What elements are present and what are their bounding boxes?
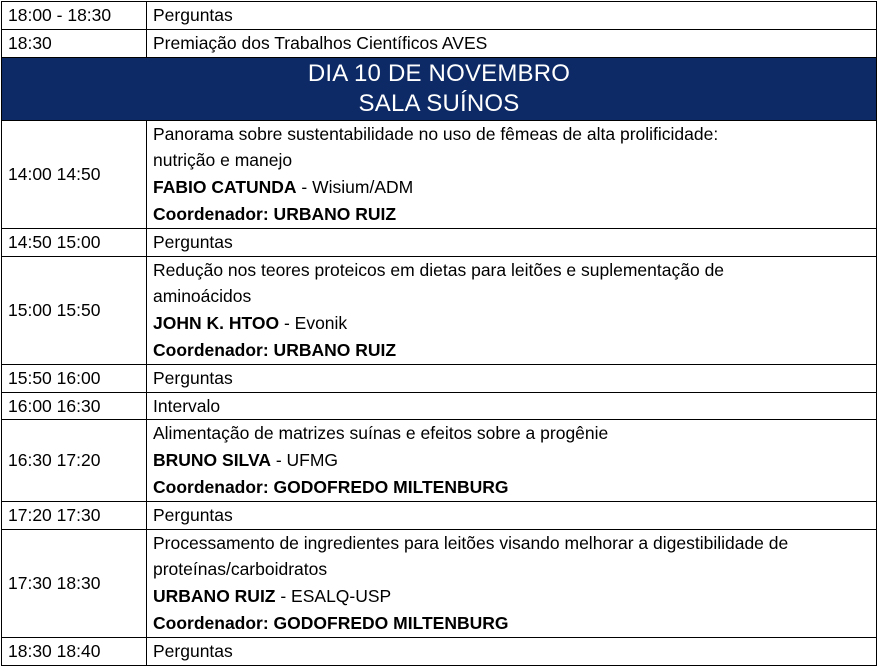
table-row <box>2 29 877 57</box>
table-row <box>2 120 877 228</box>
time-cell: 18:30 18:40 <box>2 637 147 665</box>
table-row <box>2 2 877 30</box>
coordinator-line: Coordenador: GODOFREDO MILTENBURG <box>153 476 509 497</box>
talk-title-line: Panorama sobre sustentabilidade no uso de fêmeas de alta prolificidade: <box>153 123 719 144</box>
speaker-affiliation: - ESALQ-USP <box>275 586 392 607</box>
talk-cell <box>147 256 877 364</box>
schedule-table <box>1 1 877 666</box>
talk-cell <box>147 529 877 637</box>
speaker-affiliation: - Evonik <box>279 313 348 334</box>
time-cell: 14:50 15:00 <box>2 228 147 256</box>
time-cell: 18:00 - 18:30 <box>2 2 147 30</box>
activity-cell: Premiação dos Trabalhos Científicos AVES <box>147 29 877 57</box>
speaker-line <box>153 447 870 474</box>
day-title: DIA 10 DE NOVEMBRO <box>307 59 571 87</box>
time-cell: 17:30 18:30 <box>2 529 147 637</box>
time-cell: 14:00 14:50 <box>2 120 147 228</box>
table-row <box>2 420 877 501</box>
time-cell: 18:30 <box>2 29 147 57</box>
talk-title-line: Processamento de ingredientes para leitões visando melhorar a digestibilidade de <box>153 532 789 553</box>
activity-cell: Perguntas <box>147 364 877 392</box>
talk-cell <box>147 420 877 501</box>
table-row <box>2 392 877 420</box>
talk-title-line: nutrição e manejo <box>153 150 293 171</box>
talk-title-line: Alimentação de matrizes suínas e efeitos sobre a progênie <box>153 423 609 444</box>
activity-cell: Perguntas <box>147 2 877 30</box>
speaker-line <box>153 583 870 610</box>
table-row <box>2 228 877 256</box>
speaker-affiliation: - UFMG <box>270 450 339 471</box>
speaker-affiliation: - Wisium/ADM <box>296 177 414 198</box>
day-header-row <box>2 57 877 120</box>
time-cell: 16:00 16:30 <box>2 392 147 420</box>
speaker-name: FABIO CATUNDA <box>153 177 297 198</box>
coordinator-line: Coordenador: URBANO RUIZ <box>153 203 397 224</box>
day-header <box>2 57 877 120</box>
speaker-line <box>153 310 870 337</box>
table-row <box>2 501 877 529</box>
talk-title-line: Redução nos teores proteicos em dietas para leitões e suplementação de <box>153 259 725 280</box>
room-title: SALA SUÍNOS <box>358 89 520 117</box>
table-row <box>2 256 877 364</box>
coordinator-line: Coordenador: URBANO RUIZ <box>153 339 397 360</box>
table-row <box>2 637 877 665</box>
speaker-line <box>153 174 870 201</box>
table-row <box>2 364 877 392</box>
speaker-name: BRUNO SILVA <box>153 450 271 471</box>
activity-cell: Perguntas <box>147 637 877 665</box>
speaker-name: URBANO RUIZ <box>153 586 276 607</box>
activity-cell: Perguntas <box>147 501 877 529</box>
time-cell: 16:30 17:20 <box>2 420 147 501</box>
time-cell: 15:50 16:00 <box>2 364 147 392</box>
speaker-name: JOHN K. HTOO <box>153 313 280 334</box>
talk-cell <box>147 120 877 228</box>
activity-cell: Intervalo <box>147 392 877 420</box>
coordinator-line: Coordenador: GODOFREDO MILTENBURG <box>153 612 509 633</box>
time-cell: 15:00 15:50 <box>2 256 147 364</box>
talk-title-line: proteínas/carboidratos <box>153 559 328 580</box>
time-cell: 17:20 17:30 <box>2 501 147 529</box>
activity-cell: Perguntas <box>147 228 877 256</box>
table-row <box>2 529 877 637</box>
talk-title-line: aminoácidos <box>153 286 252 307</box>
